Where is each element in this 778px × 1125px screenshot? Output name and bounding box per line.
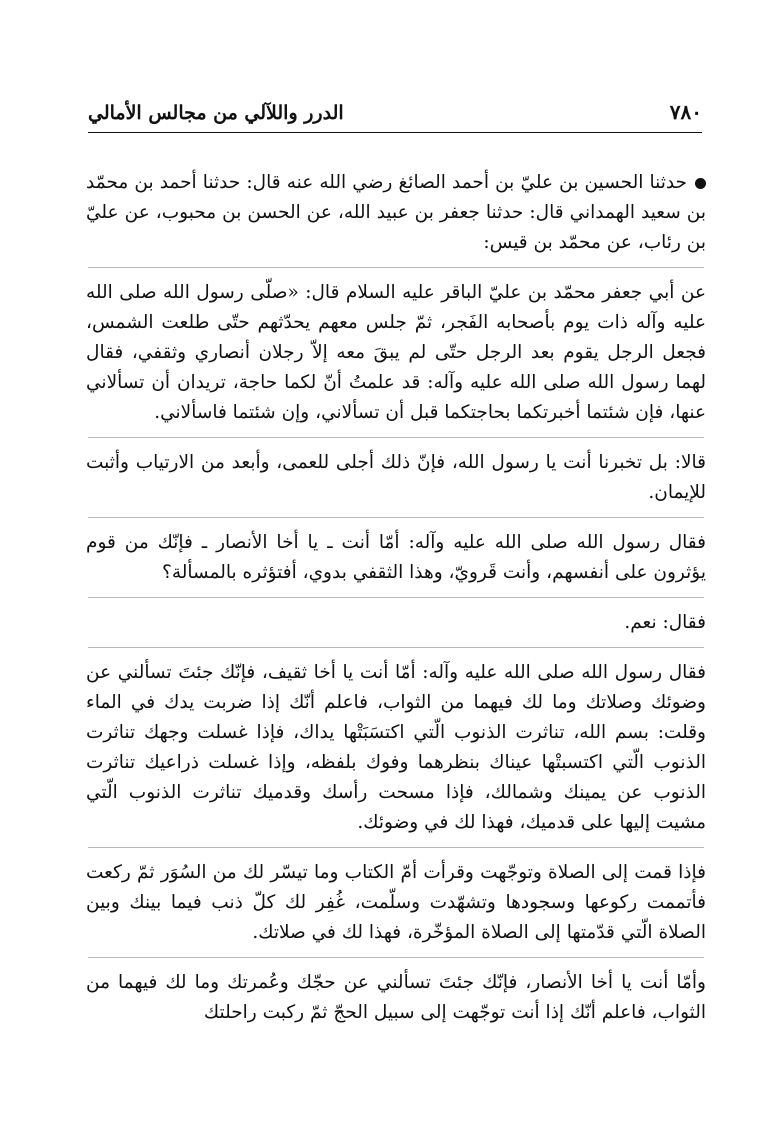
paragraph-separator (88, 847, 704, 848)
paragraph-separator (88, 267, 704, 268)
paragraph-separator (88, 647, 704, 648)
paragraph: فقال رسول الله صلى الله عليه وآله: أمّا أنت ـ يا أخا الأنصار ـ فإنّك من قوم يؤثرون على أنفسهم، وأنت قَرويّ، وهذا الثقفي بدوي، أفتؤثره بالمسألة؟ (86, 532, 706, 583)
page-body (86, 168, 706, 1028)
page-number: ٧٨٠ (669, 100, 702, 124)
book-title: الدرر واللآلي من مجالس الأمالي (88, 102, 344, 124)
paragraph-text: حدثنا الحسين بن عليّ بن أحمد الصائغ رضي الله عنه قال: حدثنا أحمد بن محمّد بن سعيد الهمداني قال: حدثنا جعفر بن عبيد الله، عن الحسن بن محبوب، عن عليّ بن رئاب، عن محمّد بن قيس: (86, 172, 706, 253)
paragraph-separator (88, 597, 704, 598)
paragraph-separator (88, 957, 704, 958)
paragraph: وأمّا أنت يا أخا الأنصار، فإنّك جئتَ تسألني عن حجّك وعُمرتك وما لك فيهما من الثواب، فاعلم أنّك إذا أنت توجّهت إلى سبيل الحجّ ثمّ ركبت راحلتك (86, 972, 706, 1023)
paragraph: فإذا قمت إلى الصلاة وتوجّهت وقرأت أمّ الكتاب وما تيسّر لك من السُوَر ثمّ ركعت فأتممت ركوعها وسجودها وتشهّدت وسلّمت، غُفِر لك كلّ ذنب فيما بينك وبين الصلاة الّتي قدّمتها إلى الصلاة المؤخّرة، فهذا لك في صلاتك. (86, 862, 706, 943)
paragraph: عن أبي جعفر محمّد بن عليّ الباقر عليه السلام قال: «صلّى رسول الله صلى الله عليه وآله ذات يوم بأصحابه الفَجر، ثمّ جلس معهم يحدّثهم حتّى طلعت الشمس، فجعل الرجل يقوم بعد الرجل حتّى لم يبقَ معه إلاّ رجلان أنصاري وثقفي، فقال لهما رسول الله صلى الله عليه وآله: قد علمتُ أنّ لكما حاجة، تريدان أن تسألاني عنها، فإن شئتما أخبرتكما بحاجتكما قبل أن تسألاني، وإن شئتما فاسألاني. (86, 282, 706, 423)
paragraph-separator (88, 517, 704, 518)
paragraph-separator (88, 437, 704, 438)
paragraph: قالا: بل تخبرنا أنت يا رسول الله، فإنّ ذلك أجلى للعمى، وأبعد من الارتياب وأثبت للإيمان. (86, 452, 706, 503)
paragraph: فقال: نعم. (624, 612, 706, 633)
bullet-icon (695, 178, 706, 189)
running-header (88, 92, 702, 133)
paragraph (86, 168, 706, 258)
paragraph: فقال رسول الله صلى الله عليه وآله: أمّا أنت يا أخا ثقيف، فإنّك جئتَ تسألني عن وضوئك وصلاتك وما لك فيهما من الثواب، فاعلم أنّك إذا ضربت يدك في الماء وقلت: بسم الله، تناثرت الذنوب الّتي اكتسَبَتْها يداك، فإذا غسلت وجهك تناثرت الذنوب الّتي اكتسبتْها عيناك بنظرهما وفوك بلفظه، وإذا غسلت ذراعيك تناثرت الذنوب عن يمينك وشمالك، فإذا مسحت رأسك وقدميك تناثرت الذنوب الّتي مشيت إليها على قدميك، فهذا لك في وضوئك. (86, 662, 706, 833)
